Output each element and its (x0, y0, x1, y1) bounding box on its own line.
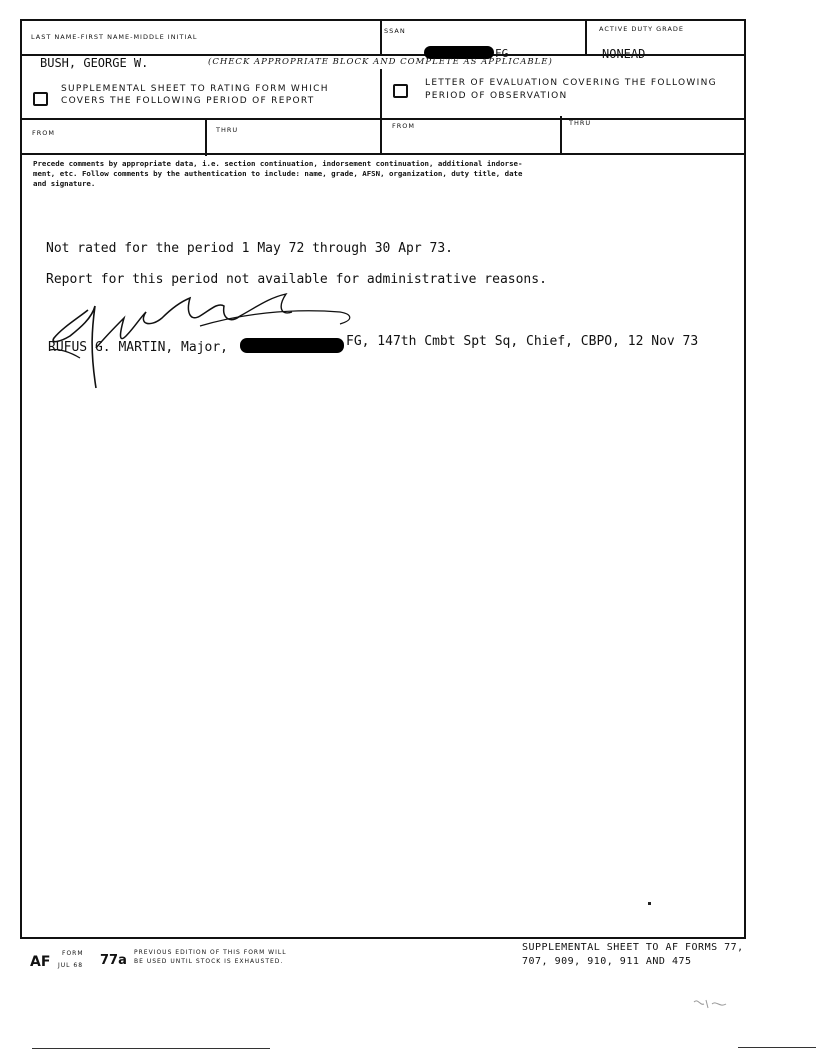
letter-label-2: PERIOD OF OBSERVATION (425, 91, 568, 101)
ssan-suffix: FG (495, 47, 509, 60)
instruction-line-1: Precede comments by appropriate data, i.e. section continuation, indorsement continuation, additional indorse- (33, 159, 523, 168)
grade-value: NONEAD (602, 47, 646, 61)
letter-label-1: LETTER OF EVALUATION COVERING THE FOLLOWING (425, 78, 717, 88)
check-instruction: (CHECK APPROPRIATE BLOCK AND COMPLETE AS APPLICABLE) (208, 57, 553, 67)
bottom-scan-line (32, 1048, 270, 1049)
left-border (20, 19, 22, 939)
footer-title-2: 707, 909, 910, 911 AND 475 (522, 956, 692, 967)
stray-mark (648, 902, 651, 905)
right-border (744, 19, 746, 937)
supplemental-label-1: SUPPLEMENTAL SHEET TO RATING FORM WHICH (61, 84, 329, 94)
instruction-line-3: and signature. (33, 179, 96, 188)
footer-form-date: JUL 68 (58, 962, 84, 969)
scan-mark-icon (690, 996, 730, 1012)
option-rule (20, 118, 746, 120)
footer-form-word: FORM (62, 950, 84, 957)
ssan-label: SSAN (384, 27, 406, 35)
thru-label-right: THRU (569, 119, 592, 127)
authentication-name: RUFUS G. MARTIN, Major, (48, 340, 229, 355)
supplemental-label-2: COVERS THE FOLLOWING PERIOD OF REPORT (61, 96, 315, 106)
footer-previous-edition-2: BE USED UNTIL STOCK IS EXHAUSTED. (134, 958, 284, 965)
name-label: LAST NAME-FIRST NAME-MIDDLE INITIAL (31, 33, 198, 41)
top-border (20, 19, 746, 21)
grade-label: ACTIVE DUTY GRADE (599, 25, 684, 33)
from-label-right: FROM (392, 122, 415, 130)
body-line-2: Report for this period not available for administrative reasons. (46, 272, 547, 287)
period-rule (20, 153, 746, 155)
footer-title-1: SUPPLEMENTAL SHEET TO AF FORMS 77, (522, 942, 744, 953)
ssan-divider (380, 19, 382, 55)
body-line-1: Not rated for the period 1 May 72 through 30 Apr 73. (46, 241, 453, 256)
from-label-left: FROM (32, 129, 55, 137)
name-value: BUSH, GEORGE W. (40, 56, 149, 70)
authentication-details: FG, 147th Cmbt Spt Sq, Chief, CBPO, 12 Nov 73 (346, 334, 699, 349)
letter-checkbox[interactable] (393, 84, 408, 98)
period-divider-left (205, 120, 207, 156)
instruction-line-2: ment, etc. Follow comments by the authentication to include: name, grade, AFSN, organization, duty title, date (33, 169, 523, 178)
option-divider (380, 69, 382, 154)
bottom-border (20, 937, 746, 939)
period-divider-right (560, 116, 562, 154)
grade-divider (585, 19, 587, 54)
supplemental-checkbox[interactable] (33, 92, 48, 106)
footer-form-number: 77a (100, 953, 127, 968)
afsn-redaction (240, 338, 344, 353)
footer-previous-edition-1: PREVIOUS EDITION OF THIS FORM WILL (134, 949, 287, 956)
bottom-scan-line-right (738, 1047, 816, 1048)
footer-af: AF (30, 954, 51, 970)
thru-label-left: THRU (216, 126, 239, 134)
